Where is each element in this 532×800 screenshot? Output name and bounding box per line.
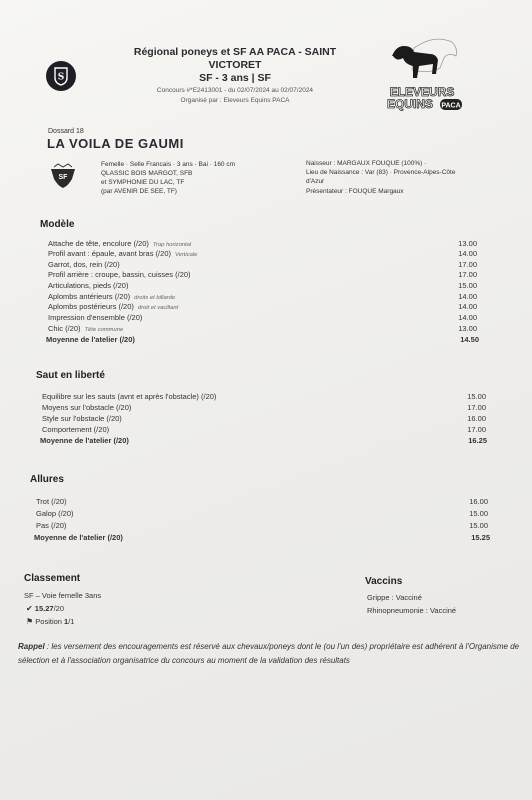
- allures-average-value: 15.25: [471, 533, 490, 542]
- organisation-seal-logo: [46, 61, 76, 91]
- rappel-note: Rappel : les versement des encouragements est réservé aux chevaux/poneys dont le (ou l'un des) propriétaire est adhérent à l'Organisme de sélection et à l'association organisatrice du concours au moment de la validation des résultats: [18, 642, 520, 665]
- horse-description: Femelle · Selle Francais · 3 ans · Bai · 160 cm: [101, 161, 236, 168]
- seal-s-icon: [46, 61, 76, 91]
- modele-row-label: Impression d'ensemble (/20): [48, 313, 143, 322]
- modele-row-value: 14.00: [458, 292, 477, 301]
- birthplace-info: Lieu de Naissance : Var (83) · Provence-Alpes-Côte: [306, 169, 456, 176]
- saut-row-value: 17.00: [467, 403, 486, 412]
- presenter-info: Présentateur : FOUQUE Margaux: [306, 188, 404, 195]
- horse-dam: et SYMPHONIE DU LAC, TF: [101, 179, 185, 186]
- modele-row-value: 15.00: [458, 281, 477, 290]
- saut-row-value: 17.00: [467, 425, 486, 434]
- modele-row-value: 13.00: [458, 239, 477, 248]
- section-title-vaccins: Vaccins: [365, 576, 403, 587]
- section-title-allures: Allures: [30, 474, 64, 485]
- classement-category: SF – Voie femelle 3ans: [24, 591, 102, 600]
- modele-row-label: Profil arrière : croupe, bassin, cuisses (/20): [48, 270, 191, 279]
- saut-row-value: 15.00: [467, 392, 486, 401]
- allures-average-label: Moyenne de l'atelier (/20): [34, 533, 123, 542]
- saut-row-label: Moyens sur l'obstacle (/20): [42, 403, 132, 412]
- modele-row-value: 17.00: [458, 270, 477, 279]
- breeder-info: Naisseur : MARGAUX FOUQUE (100%) ·: [306, 160, 427, 167]
- allures-row-label: Trot (/20): [36, 497, 67, 506]
- horse-sire: QLASSIC BOIS MARGOT, SFB: [101, 170, 193, 177]
- modele-row-label: Profil avant : épaule, avant bras (/20) Verticale: [48, 249, 198, 258]
- horse-logo-icon: [374, 28, 470, 114]
- event-subtitle: SF - 3 ans | SF: [199, 72, 271, 84]
- saut-row-label: Equilibre sur les sauts (avnt et après l'obstacle) (/20): [42, 392, 217, 401]
- allures-row-value: 15.00: [469, 521, 488, 530]
- dossard-number: Dossard 18: [48, 128, 84, 135]
- modele-row-value: 14.00: [458, 249, 477, 258]
- saut-row-label: Comportement (/20): [42, 425, 110, 434]
- logo-text-eleveurs: ELEVEURS: [389, 85, 455, 99]
- svg-text:SF: SF: [58, 174, 68, 181]
- modele-row-label: Aplombs antérieurs (/20) droits et billarde: [48, 292, 176, 301]
- modele-row-label: Garrot, dos, rein (/20): [48, 260, 120, 269]
- modele-row-label: Attache de tête, encolure (/20) Trop horizontal: [48, 239, 192, 248]
- check-badge-icon: ✔: [26, 604, 33, 613]
- modele-row-value: 13.00: [458, 324, 477, 333]
- section-title-modele: Modèle: [40, 219, 75, 230]
- logo-badge-paca: PACA: [441, 102, 461, 110]
- modele-average-value: 14.50: [460, 335, 479, 344]
- allures-row-label: Pas (/20): [36, 521, 67, 530]
- vaccin-rhinopneumonie: Rhinopneumonie : Vacciné: [367, 606, 457, 615]
- horse-name: LA VOILA DE GAUMI: [47, 136, 184, 151]
- modele-row-label: Articulations, pieds (/20): [48, 281, 129, 290]
- section-title-saut: Saut en liberté: [36, 370, 105, 381]
- svg-text:S: S: [57, 72, 65, 83]
- allures-row-value: 16.00: [469, 497, 488, 506]
- birthplace-region: d'Azur: [306, 178, 325, 185]
- saut-average-value: 16.25: [468, 436, 487, 445]
- concours-info: Concours #*E2413001 - du 02/07/2024 au 02/07/2024: [156, 87, 314, 94]
- allures-row-label: Galop (/20): [36, 509, 74, 518]
- modele-row-label: Chic (/20) Tête commune: [48, 324, 124, 333]
- organiser-info: Organisé par : Eleveurs Equins PACA: [180, 97, 290, 104]
- saut-row-label: Style sur l'obstacle (/20): [42, 414, 122, 423]
- modele-average-label: Moyenne de l'atelier (/20): [46, 335, 135, 344]
- modele-row-value: 14.00: [458, 313, 477, 322]
- vaccin-grippe: Grippe : Vacciné: [367, 593, 422, 602]
- sf-stud-logo: [48, 163, 78, 189]
- flag-icon: ⚑: [26, 617, 34, 626]
- classement-score: ✔ 15.27/20: [26, 604, 65, 613]
- classement-position: ⚑ Position 1/1: [26, 617, 75, 626]
- logo-text-equins: EQUINS: [386, 97, 434, 111]
- allures-row-value: 15.00: [469, 509, 488, 518]
- section-title-classement: Classement: [24, 573, 81, 584]
- modele-row-value: 17.00: [458, 260, 477, 269]
- eleveurs-equins-logo: [374, 28, 470, 114]
- modele-row-label: Aplombs postérieurs (/20) droit et vacillant: [48, 302, 179, 311]
- event-title-line1: Régional poneys et SF AA PACA - SAINT: [133, 46, 337, 58]
- horse-dam-sire: (par AVENIR DE SEE, TF): [101, 188, 177, 195]
- saut-row-value: 16.00: [467, 414, 486, 423]
- modele-row-value: 14.00: [458, 302, 477, 311]
- event-title-line2: VICTORET: [208, 59, 262, 71]
- sf-shield-icon: [48, 163, 78, 189]
- saut-average-label: Moyenne de l'atelier (/20): [40, 436, 129, 445]
